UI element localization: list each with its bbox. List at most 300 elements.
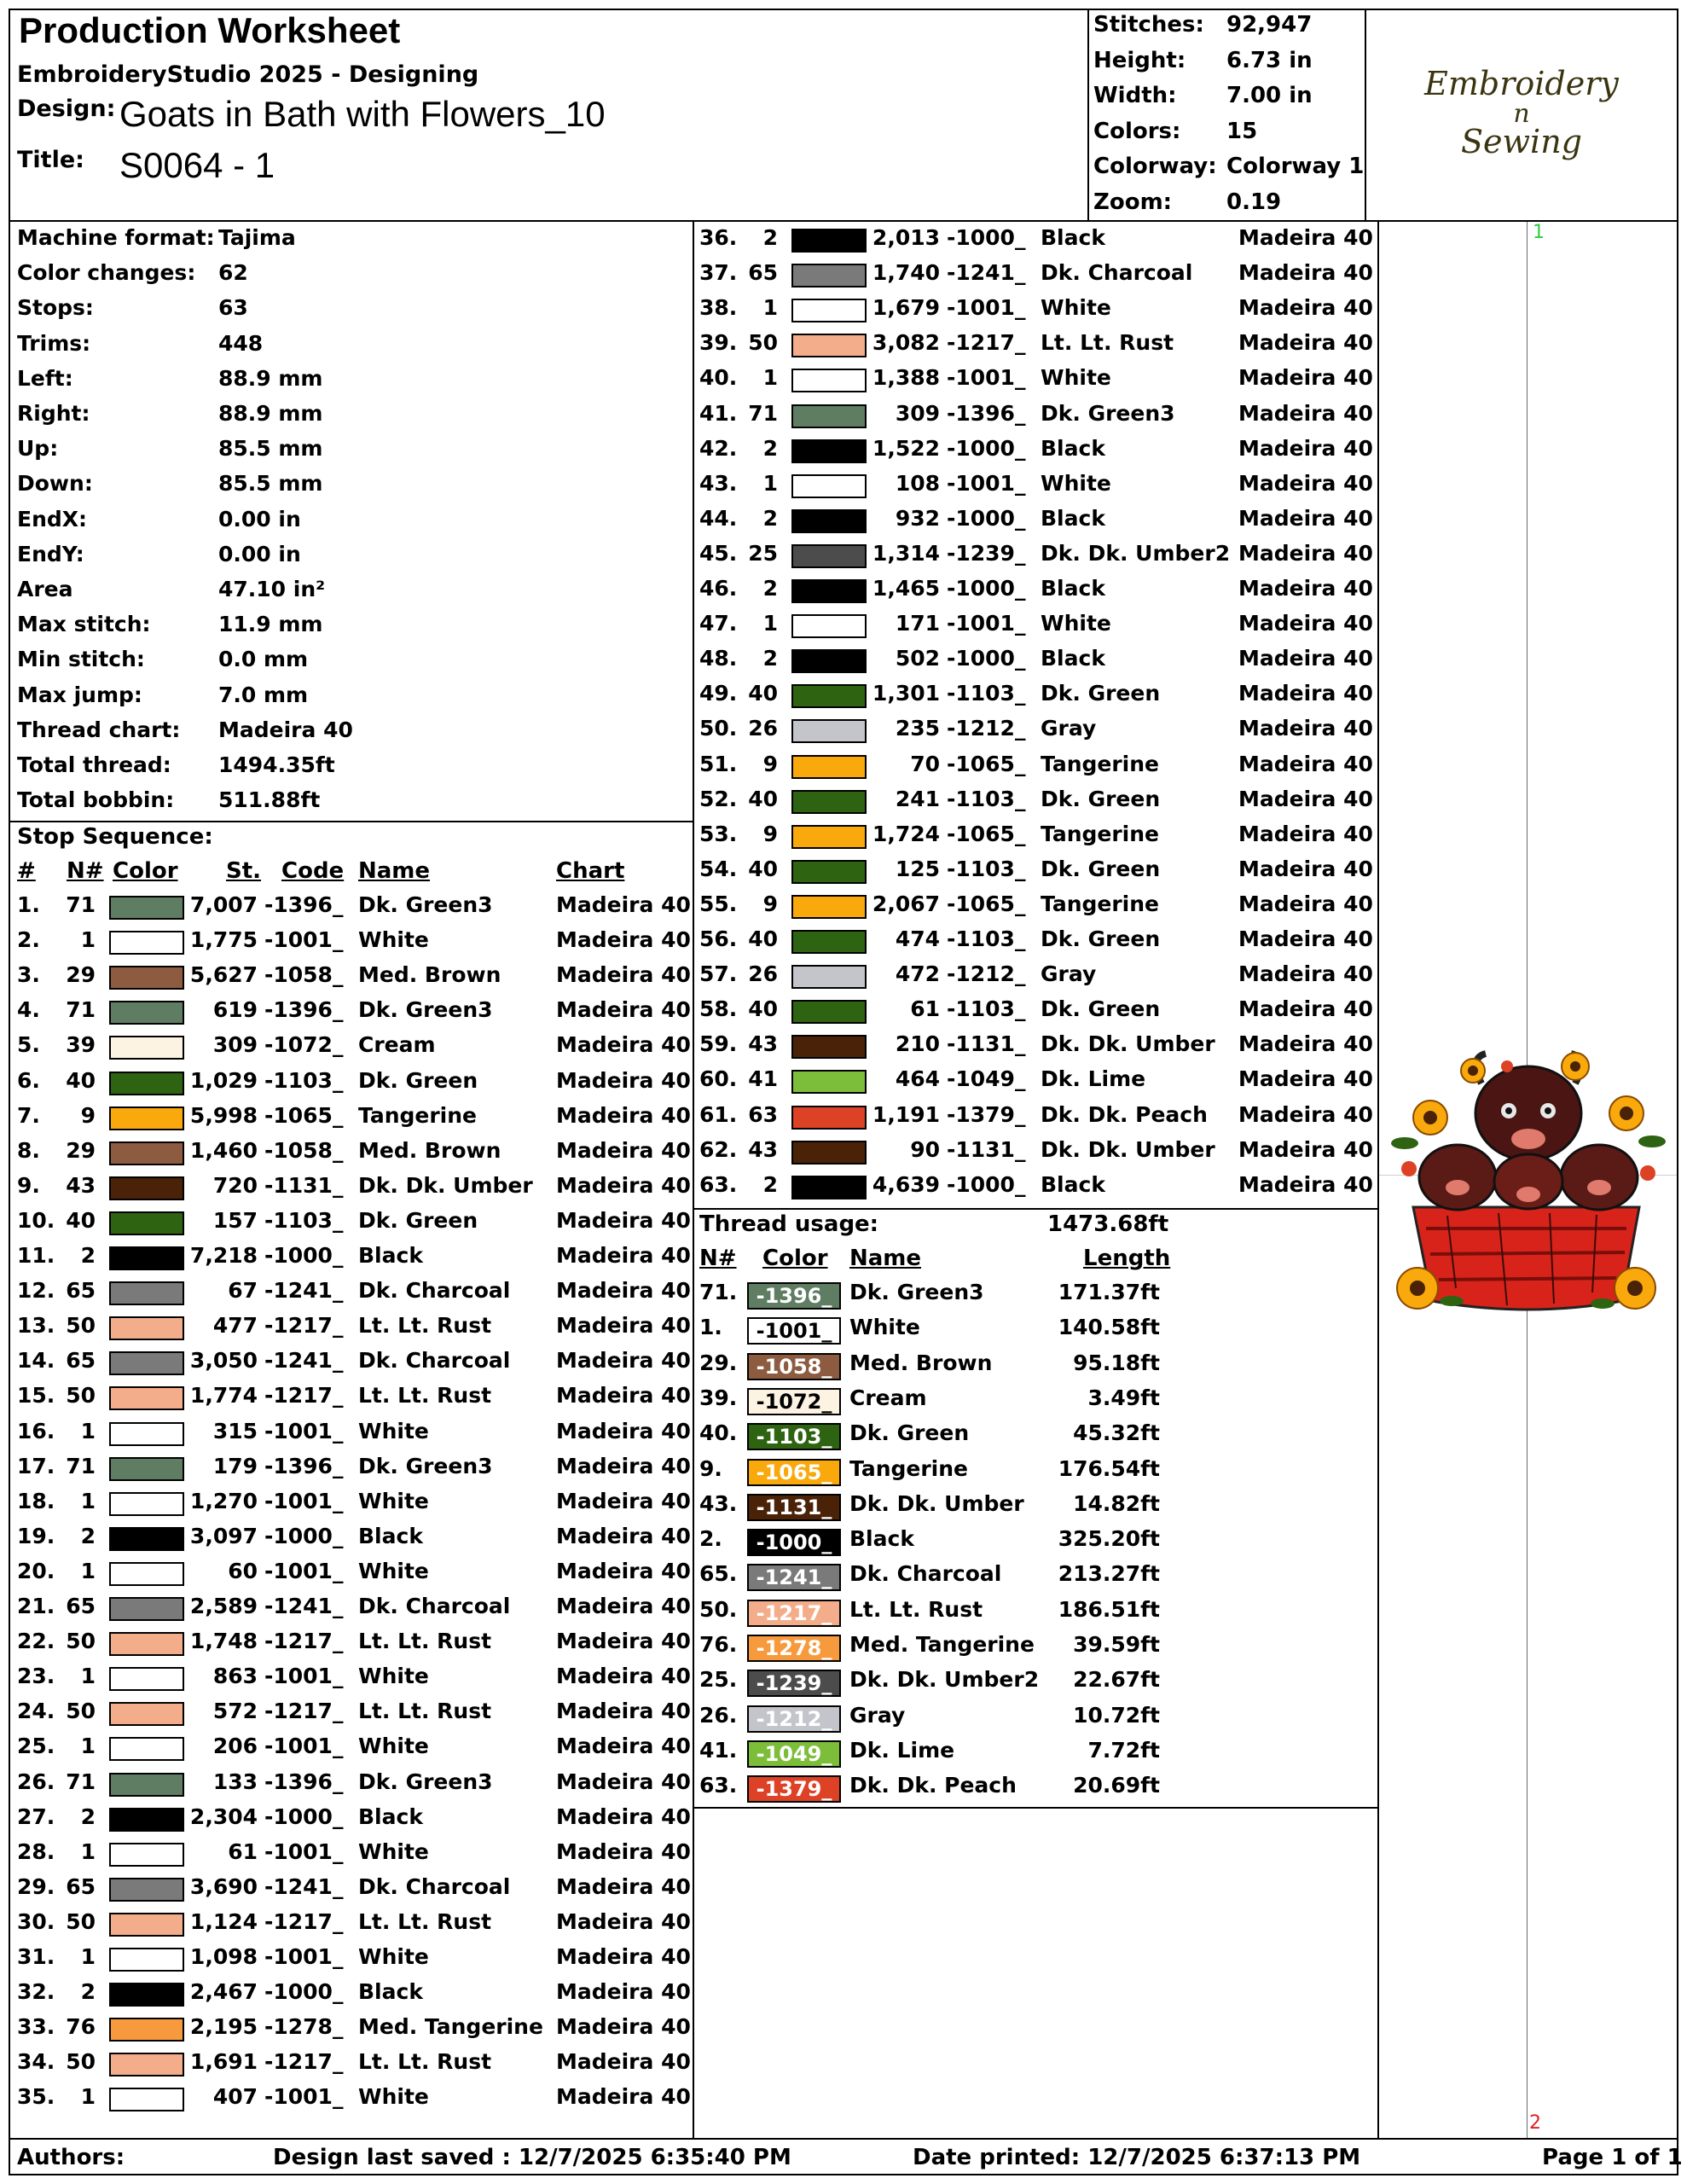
stop-color-swatch — [791, 229, 867, 253]
stop-color-swatch — [791, 579, 867, 603]
stop-code: -1000_ — [947, 646, 1026, 671]
stop-chart: Madeira 40 — [556, 1558, 691, 1583]
stop-code: -1058_ — [264, 1137, 344, 1163]
stop-needle: 2 — [762, 576, 778, 601]
stop-stitches: 2,013 — [872, 225, 940, 250]
stop-stitches: 61 — [910, 996, 940, 1022]
stop-code: -1241_ — [947, 260, 1026, 286]
stop-name: Dk. Dk. Umber — [1041, 1031, 1215, 1057]
machine-info-label: Area — [17, 577, 73, 601]
stop-stitches: 572 — [212, 1699, 258, 1724]
stop-color-swatch — [109, 1808, 184, 1832]
stop-color-swatch — [791, 1035, 867, 1059]
stop-code: -1103_ — [947, 856, 1026, 881]
stop-chart: Madeira 40 — [1238, 1031, 1373, 1057]
stop-chart: Madeira 40 — [1238, 576, 1373, 601]
usage-needle: 25. — [699, 1667, 738, 1693]
stop-number: 24. — [17, 1699, 55, 1724]
stop-chart: Madeira 40 — [1238, 1171, 1373, 1197]
footer-last-saved: Design last saved : 12/7/2025 6:35:40 PM — [273, 2145, 791, 2170]
usage-length: 171.37ft — [1058, 1280, 1160, 1304]
stop-color-swatch — [109, 896, 184, 920]
stop-number: 25. — [17, 1734, 55, 1759]
stop-number: 39. — [699, 330, 738, 356]
machine-info-label: Down: — [17, 471, 93, 497]
stop-stitches: 1,465 — [872, 576, 940, 601]
stop-stitches: 7,218 — [189, 1243, 258, 1268]
stop-chart: Madeira 40 — [556, 997, 691, 1023]
stop-needle: 2 — [762, 1171, 778, 1197]
usage-needle: 40. — [699, 1420, 738, 1446]
usage-color-chip: -1217_ — [747, 1600, 841, 1627]
stop-chart: Madeira 40 — [556, 1243, 691, 1268]
stop-number: 40. — [699, 365, 738, 391]
usage-name: Gray — [849, 1702, 906, 1728]
stop-chart: Madeira 40 — [556, 1137, 691, 1163]
stop-needle: 41 — [748, 1066, 778, 1092]
stop-name: Dk. Green3 — [358, 1453, 493, 1478]
machine-info-label: Color changes: — [17, 260, 196, 286]
machine-info-value: 85.5 mm — [218, 436, 323, 462]
stop-chart: Madeira 40 — [556, 1348, 691, 1374]
stop-color-swatch — [791, 439, 867, 463]
stop-stitches: 3,690 — [189, 1873, 258, 1899]
stop-needle: 65 — [66, 1594, 96, 1618]
stop-number: 19. — [17, 1523, 55, 1548]
stop-code: -1001_ — [264, 2084, 344, 2110]
stop-stitches: 3,050 — [189, 1348, 258, 1374]
stop-chart: Madeira 40 — [556, 1453, 691, 1478]
stop-color-swatch — [109, 1246, 184, 1270]
usage-name: Dk. Dk. Umber2 — [849, 1667, 1040, 1693]
stop-needle: 1 — [80, 1418, 96, 1443]
stop-stitches: 108 — [895, 470, 940, 496]
stop-number: 47. — [699, 611, 738, 636]
stop-needle: 40 — [66, 1067, 96, 1093]
stop-color-swatch — [791, 614, 867, 638]
stop-number: 12. — [17, 1278, 55, 1304]
stop-chart: Madeira 40 — [1238, 365, 1373, 391]
stop-name: Dk. Green — [1041, 926, 1161, 951]
stop-needle: 1 — [80, 1664, 96, 1689]
stop-name: Dk. Green — [358, 1067, 478, 1093]
stop-stitches: 2,467 — [189, 1979, 258, 2005]
stop-name: White — [358, 1664, 429, 1689]
stop-color-swatch — [109, 1107, 184, 1130]
stop-chart: Madeira 40 — [556, 1804, 691, 1829]
stop-number: 5. — [17, 1032, 40, 1058]
stop-chart: Madeira 40 — [556, 1699, 691, 1724]
stop-chart: Madeira 40 — [556, 927, 691, 953]
stop-color-swatch — [109, 1597, 184, 1621]
stop-needle: 1 — [80, 1558, 96, 1583]
stop-number: 7. — [17, 1102, 40, 1128]
stop-stitches: 1,388 — [872, 365, 940, 391]
stop-code: -1212_ — [947, 716, 1026, 741]
stop-chart: Madeira 40 — [1238, 856, 1373, 881]
machine-info-value: 88.9 mm — [218, 365, 323, 391]
stop-number: 14. — [17, 1348, 55, 1374]
stop-number: 45. — [699, 540, 738, 566]
stop-chart: Madeira 40 — [1238, 400, 1373, 426]
machine-info-value: 88.9 mm — [218, 401, 323, 426]
stop-needle: 76 — [66, 2014, 96, 2040]
header-stats-divider — [1087, 9, 1089, 222]
stop-needle: 1 — [80, 1838, 96, 1864]
machine-info-label: Left: — [17, 365, 73, 391]
footer-page-number: Page 1 of 1 — [1542, 2145, 1683, 2170]
machine-info-label: Right: — [17, 401, 90, 426]
stop-color-swatch — [791, 895, 867, 919]
stop-needle: 50 — [748, 330, 778, 356]
machine-info-label: Thread chart: — [17, 717, 181, 742]
stop-number: 36. — [699, 225, 738, 250]
stop-chart: Madeira 40 — [556, 1383, 691, 1409]
stop-color-swatch — [791, 790, 867, 814]
usage-color-chip: -1001_ — [747, 1317, 841, 1345]
stop-needle: 9 — [762, 751, 778, 776]
stop-stitches: 3,082 — [872, 330, 940, 356]
stop-color-swatch — [791, 474, 867, 498]
machine-info-value: 1494.35ft — [218, 752, 335, 777]
stop-name: Lt. Lt. Rust — [358, 1699, 492, 1724]
stop-number: 35. — [17, 2084, 55, 2110]
stop-number: 30. — [17, 1908, 55, 1934]
usage-needle: 26. — [699, 1702, 738, 1728]
usage-length: 22.67ft — [1073, 1667, 1160, 1693]
stop-number: 37. — [699, 260, 738, 286]
stat-label: Colors: — [1093, 118, 1181, 144]
stop-chart: Madeira 40 — [1238, 646, 1373, 671]
stop-chart: Madeira 40 — [556, 1979, 691, 2005]
stop-color-swatch — [791, 1000, 867, 1024]
stop-number: 57. — [699, 961, 738, 987]
stop-number: 54. — [699, 856, 738, 881]
usage-color-chip: -1058_ — [747, 1353, 841, 1380]
stop-needle: 71 — [66, 892, 96, 917]
stop-chart: Madeira 40 — [1238, 891, 1373, 916]
stop-name: Black — [1041, 435, 1105, 461]
stop-name: Lt. Lt. Rust — [358, 1908, 492, 1934]
stop-needle: 40 — [748, 926, 778, 951]
stop-needle: 40 — [748, 786, 778, 811]
stop-stitches: 1,460 — [189, 1137, 258, 1163]
stop-color-swatch — [109, 1983, 184, 2007]
stat-value: 15 — [1226, 118, 1258, 144]
stop-color-swatch — [791, 719, 867, 743]
stop-stitches: 1,748 — [189, 1629, 258, 1654]
preview-marker-start: 1 — [1533, 222, 1545, 243]
stop-stitches: 720 — [212, 1172, 258, 1198]
stop-chart: Madeira 40 — [1238, 786, 1373, 811]
stop-code: -1001_ — [264, 1418, 344, 1443]
stop-stitches: 1,775 — [189, 927, 258, 953]
thread-usage-total: 1473.68ft — [1047, 1211, 1169, 1237]
stop-stitches: 206 — [212, 1734, 258, 1759]
stop-number: 59. — [699, 1031, 738, 1057]
stop-name: White — [1041, 295, 1111, 321]
stop-number: 34. — [17, 2049, 55, 2075]
stop-name: Lt. Lt. Rust — [358, 2049, 492, 2075]
stop-number: 56. — [699, 926, 738, 951]
stop-number: 21. — [17, 1594, 55, 1618]
stop-number: 63. — [699, 1171, 738, 1197]
stop-number: 33. — [17, 2014, 55, 2040]
stop-name: Med. Brown — [358, 962, 501, 988]
machine-info-value: Madeira 40 — [218, 717, 353, 742]
stop-needle: 26 — [748, 961, 778, 987]
stop-color-swatch — [109, 1948, 184, 1972]
usage-length: 325.20ft — [1058, 1526, 1160, 1552]
stop-sequence-title: Stop Sequence: — [17, 824, 213, 850]
stop-stitches: 472 — [895, 961, 940, 987]
stop-color-swatch — [791, 755, 867, 779]
stop-chart: Madeira 40 — [1238, 926, 1373, 951]
stop-needle: 71 — [66, 997, 96, 1023]
stop-chart: Madeira 40 — [1238, 295, 1373, 321]
stop-stitches: 1,724 — [872, 821, 940, 846]
stop-needle: 43 — [748, 1136, 778, 1162]
stop-number: 58. — [699, 996, 738, 1022]
stop-needle: 1 — [762, 295, 778, 321]
stop-needle: 50 — [66, 1908, 96, 1934]
stop-color-swatch — [109, 1878, 184, 1902]
stop-stitches: 7,007 — [189, 892, 258, 917]
stop-number: 42. — [699, 435, 738, 461]
stop-stitches: 133 — [212, 1769, 258, 1794]
stop-name: Black — [358, 1979, 423, 2005]
stop-needle: 29 — [66, 1137, 96, 1163]
stop-stitches: 2,589 — [189, 1594, 258, 1618]
stop-name: Dk. Green3 — [1041, 400, 1175, 426]
stop-stitches: 619 — [212, 997, 258, 1023]
stop-color-swatch — [791, 299, 867, 322]
stop-number: 2. — [17, 927, 40, 953]
stop-code: -1396_ — [947, 400, 1026, 426]
usage-needle: 29. — [699, 1350, 738, 1375]
stop-color-swatch — [109, 1141, 184, 1165]
stop-color-swatch — [109, 1386, 184, 1410]
stop-color-swatch — [791, 509, 867, 533]
stop-name: White — [358, 1418, 429, 1443]
stop-code: -1217_ — [264, 1313, 344, 1339]
stop-name: Black — [1041, 576, 1105, 601]
stop-chart: Madeira 40 — [1238, 260, 1373, 286]
stop-chart: Madeira 40 — [556, 1629, 691, 1654]
machine-info-value: 0.00 in — [218, 506, 301, 531]
usage-name: Lt. Lt. Rust — [849, 1596, 983, 1622]
stop-stitches: 309 — [212, 1032, 258, 1058]
stop-stitches: 235 — [895, 716, 940, 741]
stop-number: 31. — [17, 1944, 55, 1969]
usage-color-chip: -1000_ — [747, 1529, 841, 1556]
stop-color-swatch — [109, 2088, 184, 2111]
stop-number: 49. — [699, 681, 738, 706]
stop-chart: Madeira 40 — [556, 2084, 691, 2110]
usage-name: Dk. Dk. Peach — [849, 1773, 1017, 1798]
stop-code: -1131_ — [264, 1172, 344, 1198]
usage-length: 7.72ft — [1087, 1737, 1160, 1763]
usage-needle: 9. — [699, 1455, 722, 1481]
stop-color-swatch — [791, 1141, 867, 1165]
usage-length: 3.49ft — [1087, 1385, 1160, 1410]
machine-info-label: Stops: — [17, 295, 94, 321]
stop-code: -1000_ — [947, 576, 1026, 601]
stop-code: -1000_ — [947, 505, 1026, 531]
stop-chart: Madeira 40 — [1238, 225, 1373, 250]
stop-name: Black — [358, 1243, 423, 1268]
stop-name: Tangerine — [1041, 891, 1160, 916]
stop-chart: Madeira 40 — [1238, 1101, 1373, 1127]
usage-needle: 71. — [699, 1280, 738, 1304]
stop-stitches: 464 — [895, 1066, 940, 1092]
stop-stitches: 125 — [895, 856, 940, 881]
stop-color-swatch — [791, 544, 867, 568]
stop-chart: Madeira 40 — [1238, 996, 1373, 1022]
stat-label: Height: — [1093, 47, 1186, 73]
stop-chart: Madeira 40 — [1238, 540, 1373, 566]
stop-color-swatch — [109, 1281, 184, 1305]
stop-needle: 2 — [762, 646, 778, 671]
stop-code: -1396_ — [264, 1769, 344, 1794]
stop-code: -1103_ — [947, 926, 1026, 951]
stop-needle: 9 — [80, 1102, 96, 1128]
stop-code: -1001_ — [264, 1488, 344, 1513]
stop-number: 32. — [17, 1979, 55, 2005]
stop-needle: 43 — [748, 1031, 778, 1057]
stop-needle: 25 — [748, 540, 778, 566]
stat-value: 0.19 — [1226, 189, 1282, 215]
usage-length: 213.27ft — [1058, 1561, 1160, 1587]
stop-needle: 1 — [80, 1734, 96, 1759]
stop-number: 1. — [17, 892, 40, 917]
machine-info-bottom-rule — [9, 821, 694, 822]
stop-stitches: 90 — [910, 1136, 940, 1162]
stop-number: 10. — [17, 1207, 55, 1233]
stop-color-swatch — [109, 1667, 184, 1691]
stop-chart: Madeira 40 — [556, 1664, 691, 1689]
stop-code: -1001_ — [264, 1944, 344, 1969]
stop-color-swatch — [791, 1176, 867, 1199]
stop-stitches: 1,522 — [872, 435, 940, 461]
stop-stitches: 4,639 — [872, 1171, 940, 1197]
stop-chart: Madeira 40 — [1238, 330, 1373, 356]
stop-code: -1241_ — [264, 1278, 344, 1304]
stop-stitches: 1,314 — [872, 540, 940, 566]
stop-stitches: 2,067 — [872, 891, 940, 916]
stop-chart: Madeira 40 — [556, 1207, 691, 1233]
stop-number: 20. — [17, 1558, 55, 1583]
stop-stitches: 5,998 — [189, 1102, 258, 1128]
usage-name: Tangerine — [849, 1455, 969, 1481]
stop-name: Dk. Charcoal — [358, 1278, 511, 1304]
footer-top-rule — [9, 2138, 1678, 2140]
stop-needle: 40 — [748, 681, 778, 706]
stop-stitches: 309 — [895, 400, 940, 426]
stop-code: -1000_ — [264, 1979, 344, 2005]
stop-chart: Madeira 40 — [556, 1873, 691, 1899]
stop-name: Med. Brown — [358, 1137, 501, 1163]
stop-code: -1065_ — [947, 891, 1026, 916]
stop-code: -1396_ — [264, 997, 344, 1023]
stop-code: -1103_ — [264, 1067, 344, 1093]
stop-color-swatch — [109, 1562, 184, 1586]
stop-code: -1217_ — [264, 1908, 344, 1934]
stop-code: -1065_ — [947, 751, 1026, 776]
stop-name: White — [358, 1734, 429, 1759]
stop-code: -1001_ — [947, 470, 1026, 496]
stop-color-swatch — [109, 1527, 184, 1551]
design-value: Goats in Bath with Flowers_10 — [119, 94, 606, 134]
stop-chart: Madeira 40 — [556, 892, 691, 917]
stop-number: 44. — [699, 505, 738, 531]
stop-needle: 2 — [80, 1523, 96, 1548]
usage-name: Dk. Green3 — [849, 1280, 984, 1304]
usage-color-chip: -1212_ — [747, 1705, 841, 1733]
stop-code: -1103_ — [947, 681, 1026, 706]
machine-info-value: 0.00 in — [218, 541, 301, 566]
machine-info-value: 62 — [218, 260, 248, 286]
stop-number: 29. — [17, 1873, 55, 1899]
usage-needle: 41. — [699, 1737, 738, 1763]
stop-code: -1001_ — [947, 295, 1026, 321]
stop-chart: Madeira 40 — [1238, 681, 1373, 706]
usage-color-chip: -1065_ — [747, 1459, 841, 1486]
stop-code: -1103_ — [264, 1207, 344, 1233]
stop-stitches: 1,774 — [189, 1383, 258, 1409]
stop-needle: 71 — [66, 1453, 96, 1478]
stop-number: 55. — [699, 891, 738, 916]
thread-usage-top-rule — [693, 1208, 1379, 1210]
stop-chart: Madeira 40 — [556, 1838, 691, 1864]
stop-needle: 50 — [66, 1699, 96, 1724]
stop-needle: 65 — [66, 1278, 96, 1304]
stop-code: -1000_ — [264, 1243, 344, 1268]
stop-needle: 50 — [66, 1629, 96, 1654]
usage-needle: 65. — [699, 1561, 738, 1587]
stop-code: -1396_ — [264, 1453, 344, 1478]
stop-needle: 9 — [762, 821, 778, 846]
stop-number: 26. — [17, 1769, 55, 1794]
usage-color-chip: -1241_ — [747, 1564, 841, 1591]
stop-code: -1000_ — [264, 1804, 344, 1829]
stop-name: Dk. Green — [1041, 856, 1161, 881]
stop-needle: 2 — [80, 1804, 96, 1829]
footer-authors: Authors: — [17, 2145, 125, 2170]
stop-name: Dk. Charcoal — [358, 1873, 511, 1899]
stop-stitches: 474 — [895, 926, 940, 951]
stop-name: Dk. Green — [1041, 996, 1161, 1022]
stop-name: Lt. Lt. Rust — [1041, 330, 1174, 356]
stop-code: -1065_ — [264, 1102, 344, 1128]
stop-number: 22. — [17, 1629, 55, 1654]
stop-code: -1217_ — [264, 1629, 344, 1654]
stop-color-swatch — [109, 1036, 184, 1060]
stop-code: -1212_ — [947, 961, 1026, 987]
stop-name: White — [1041, 470, 1111, 496]
stop-chart: Madeira 40 — [556, 1418, 691, 1443]
stop-number: 6. — [17, 1067, 40, 1093]
stop-name: Gray — [1041, 716, 1097, 741]
stat-value: 6.73 in — [1226, 47, 1313, 73]
stop-chart: Madeira 40 — [556, 2049, 691, 2075]
stop-name: White — [358, 1488, 429, 1513]
stop-code: -1396_ — [264, 892, 344, 917]
stop-number: 15. — [17, 1383, 55, 1409]
stop-stitches: 1,270 — [189, 1488, 258, 1513]
stop-name: Black — [1041, 225, 1105, 250]
usage-color-chip: -1131_ — [747, 1494, 841, 1521]
